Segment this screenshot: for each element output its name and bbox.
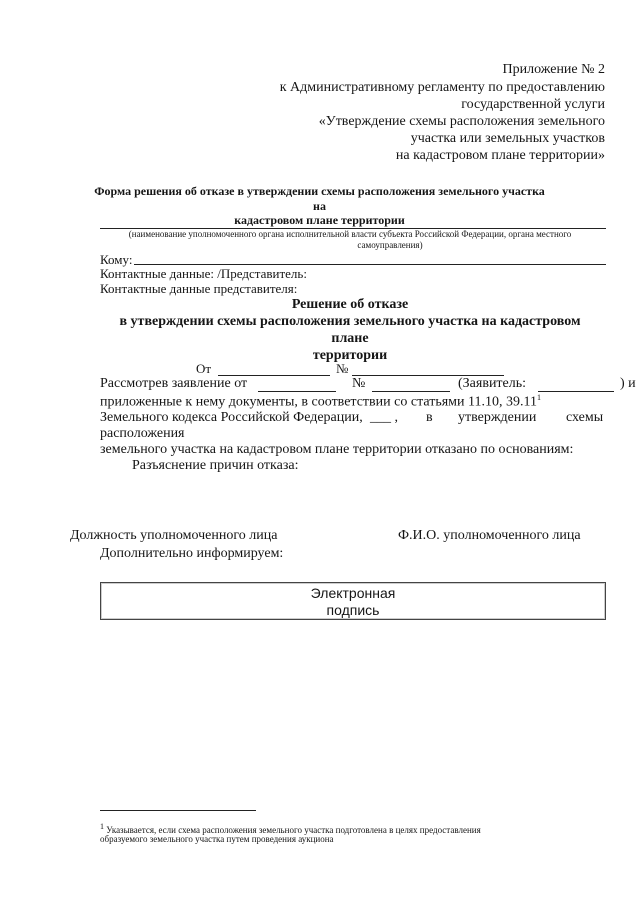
body-refused: земельного участка на кадастровом плане территории отказано по основаниям: — [100, 442, 574, 457]
service-type: государственной услуги — [461, 97, 605, 112]
body-and: ) и — [620, 376, 636, 391]
additional-info-label: Дополнительно информируем: — [100, 546, 284, 561]
decision-title-line2: в утверждении схемы расположения земельного участка на кадастровом — [119, 314, 581, 329]
refusal-reasons-label: Разъяснение причин отказа: — [132, 458, 299, 473]
body-blank: ___ , — [370, 410, 398, 425]
number-label: № — [336, 361, 349, 376]
decision-title-line4: территории — [312, 348, 388, 363]
authority-caption-line2: самоуправления) — [357, 240, 423, 250]
application-number-line — [372, 391, 450, 392]
contacts-representative-2: Контактные данные представителя: — [100, 281, 298, 296]
footnote-line1: 1 Указывается, если схема расположения земельного участка подготовлена в целях предоставления — [100, 822, 481, 835]
electronic-signature-box — [100, 582, 606, 620]
body-applicant: (Заявитель: — [458, 376, 527, 391]
appendix-number: Приложение № 2 — [502, 62, 605, 77]
body-in: в — [426, 410, 433, 425]
decision-title-line1: Решение об отказе — [291, 297, 409, 312]
contacts-representative: Контактные данные: /Представитель: — [100, 266, 307, 281]
regulation-reference: к Административному регламенту по предоставлению — [279, 80, 605, 95]
date-from-label: От — [196, 361, 212, 376]
body-scheme: схемы — [566, 410, 604, 425]
applicant-line — [538, 391, 614, 392]
official-name: Ф.И.О. уполномоченного лица — [398, 528, 581, 543]
service-name-line1: «Утверждение схемы расположения земельного — [318, 114, 605, 129]
body-documents: приложенные к нему документы, в соответствии со статьями 11.10, 39.11$^1$ — [100, 393, 541, 410]
form-title-line1: Форма решения об отказе в утверждении схемы расположения земельного участка — [94, 184, 545, 198]
official-position: Должность уполномоченного лица — [70, 528, 278, 543]
authority-caption-line1: (наименование уполномоченного органа исполнительной власти субъекта Российской Федерации, органа местного — [128, 229, 572, 239]
recipient-line — [134, 264, 606, 265]
esign-line2: подпись — [326, 602, 380, 618]
service-name-line2: участка или земельных участков — [410, 131, 605, 146]
body-considered: Рассмотрев заявление от — [100, 376, 248, 391]
body-land-code: Земельного кодекса Российской Федерации, — [100, 410, 363, 425]
application-date-line — [258, 391, 336, 392]
form-title-line2: на — [313, 199, 326, 213]
esign-line1: Электронная — [310, 585, 396, 601]
body-number-sign: № — [352, 376, 366, 391]
body-location: расположения — [100, 426, 185, 441]
footnote-separator — [100, 810, 256, 811]
recipient-label: Кому: — [100, 252, 133, 267]
form-title-line3: кадастровом плане территории — [234, 213, 405, 227]
decision-title-line3: плане — [331, 331, 369, 346]
body-approval: утверждении — [458, 410, 537, 425]
footnote-line2: образуемого земельного участка путем проведения аукциона — [100, 834, 334, 844]
service-name-line3: на кадастровом плане территории» — [395, 148, 605, 163]
